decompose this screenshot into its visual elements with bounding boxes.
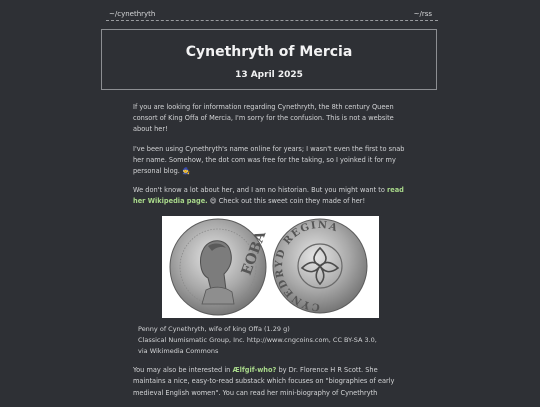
rss-link[interactable]: ~/rss: [413, 10, 432, 18]
home-link[interactable]: ~/cynethryth: [109, 10, 156, 18]
coin-reverse: [273, 219, 367, 313]
smile-emoji-icon: 😄: [209, 197, 217, 206]
aelfgif-who-link[interactable]: Ælfgif-who?: [232, 366, 277, 375]
obverse-legend: EOBA: [238, 228, 270, 277]
wikipedia-link[interactable]: read her Wikipedia page.: [133, 186, 404, 206]
reverse-legend: CYNEDRYD REGINA: [273, 219, 340, 312]
post-body: [133, 102, 409, 407]
paragraph-substack-text: You may also be interested in: [133, 366, 231, 375]
post-date: 13 April 2025: [235, 70, 303, 80]
image-caption: [138, 324, 388, 358]
coin-image: [162, 216, 379, 318]
paragraph-history: [133, 185, 409, 207]
top-navigation: [106, 8, 438, 21]
paragraph-history-text: We don't know a lot about her, and I am no historian. But you might want to: [133, 186, 385, 195]
paragraph-intro: If you are looking for information regarding Cynethryth, the 8th century Queen consort of King Offa of Mercia, I'm sorry for the confusion. This is not a website about her!: [133, 103, 394, 134]
paragraph-substack-after: by Dr. Florence H R Scott. She maintains a nice, easy-to-read substack which focuses on "biographies of early medieval English women". You can read her mini-biography of Cynethryth: [133, 366, 395, 397]
paragraph-name-text: I've been using Cynethryth's name online for years; I wasn't even the first to snab her name. Somehow, the dot com was free for the taking, so I yoinked it for my personal blog.: [133, 144, 405, 176]
caption-line-2: Classical Numismatic Group, Inc. http://www.cngcoins.com, CC BY-SA 3.0, via Wikimedia Commons: [138, 335, 377, 356]
paragraph-history-after: Check out this sweet coin they made of her!: [218, 197, 366, 206]
coin-obverse: [170, 219, 270, 315]
paragraph-substack: [133, 365, 409, 399]
post-title: Cynethryth of Mercia: [185, 44, 353, 60]
paragraph-name: [133, 144, 409, 178]
caption-line-1: Penny of Cynethryth, wife of king Offa (1.29 g): [138, 324, 290, 333]
wizard-emoji-icon: 🧙: [182, 167, 191, 176]
post-header: [101, 29, 437, 90]
coin-photo: [162, 216, 379, 318]
